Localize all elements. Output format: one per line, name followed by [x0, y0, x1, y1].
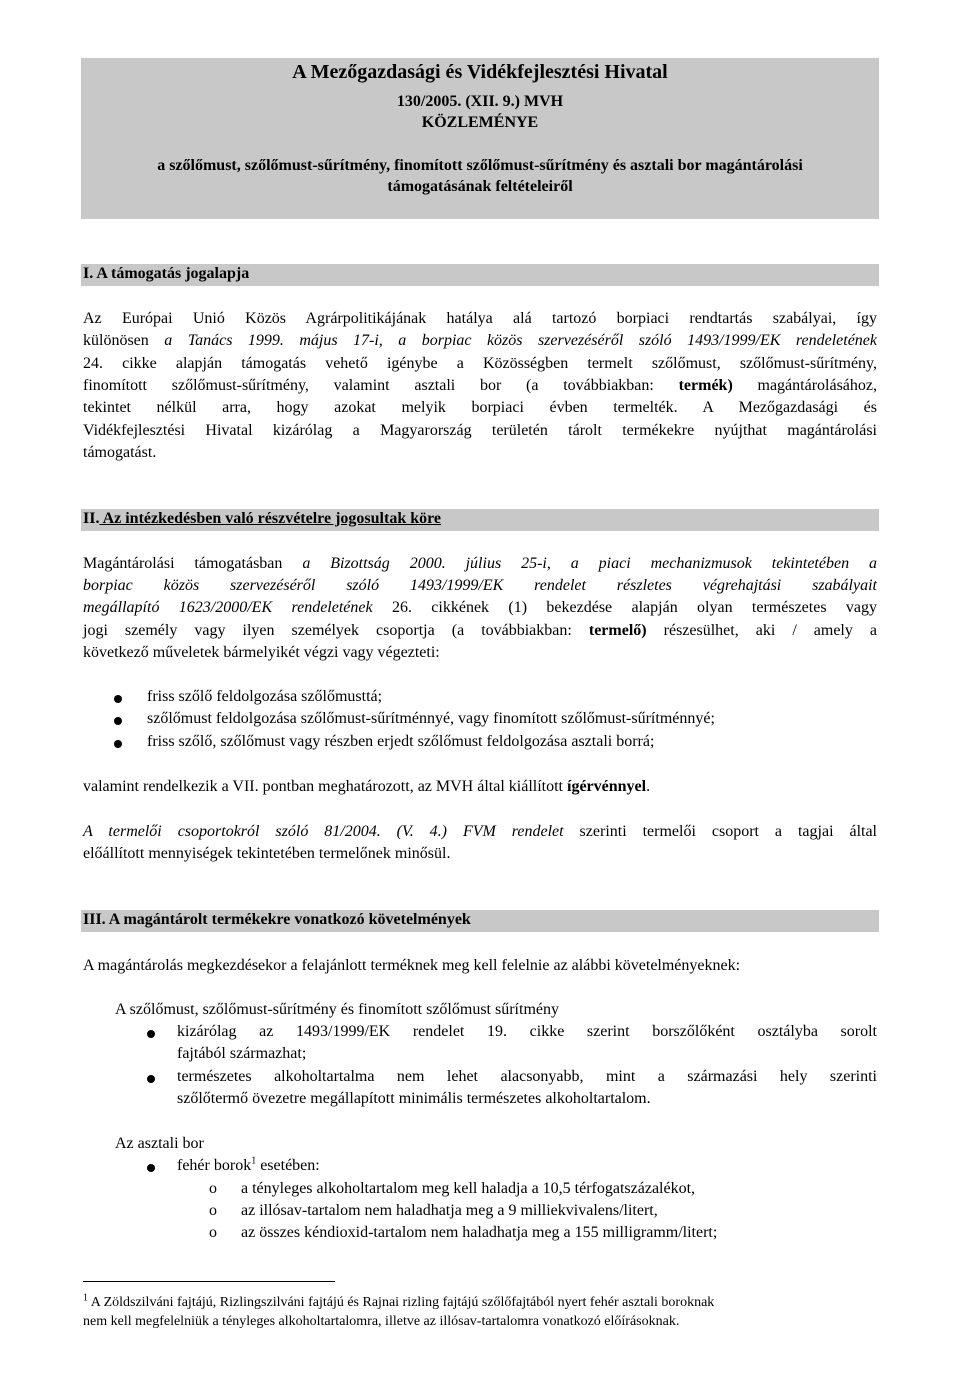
- section-number: II.: [83, 510, 100, 527]
- term-definition: termék): [678, 377, 733, 394]
- section-2-line: [83, 823, 877, 841]
- text-run: jogi személy vagy ilyen személyek csoportja (a továbbiakban:: [83, 622, 589, 639]
- text-run: esetében:: [256, 1157, 320, 1174]
- section-1-line: Vidékfejlesztési Hivatal kizárólag a Magyarország területén tárolt termékekre nyújthat magántárolási: [83, 422, 877, 439]
- section-1-line: támogatást.: [83, 444, 157, 461]
- footnote-separator: [83, 1281, 335, 1282]
- section-2-line: [83, 778, 650, 796]
- document-number: 130/2005. (XII. 9.) MVH: [396, 93, 564, 110]
- bullet-icon: [147, 1030, 155, 1038]
- footnote-line-2: nem kell megfelelniük a tényleges alkoholtartalomra, illetve az illósav-tartalomra vonatkozó előírásoknak.: [83, 1314, 680, 1329]
- sub-bullet-icon: o: [209, 1180, 217, 1197]
- section-3-intro: A magántárolás megkezdésekor a felajánlott terméknek meg kell felelnie az alábbi követelményeknek:: [83, 957, 741, 974]
- sub-list-item: az összes kéndioxid-tartalom nem haladhatja meg a 155 milligramm/litert;: [241, 1224, 718, 1241]
- footnote-reference[interactable]: 1: [251, 1155, 257, 1167]
- list-item: szőlőmust feldolgozása szőlőmust-sűrítménnyé, vagy finomított szőlőmust-sűrítménnyé;: [147, 710, 715, 727]
- list-item: friss szőlő feldolgozása szőlőmusttá;: [147, 688, 383, 705]
- footnote-line-1: [83, 1292, 715, 1311]
- wine-heading: Az asztali bor: [115, 1135, 204, 1152]
- regulation-reference: a Tanács 1999. május 17-i, a borpiac közös szervezéséről szóló 1493/1999/EK rendeletének: [164, 332, 877, 349]
- list-item: kizárólag az 1493/1999/EK rendelet 19. cikke szerint borszőlőként osztályba sorolt: [177, 1023, 877, 1040]
- section-2-line: [83, 555, 877, 573]
- section-2-line: következő műveletek bármelyikét végzi vagy végezteti:: [83, 644, 440, 661]
- regulation-reference: a Bizottság 2000. július 25-i, a piaci mechanizmusok tekintetében a: [302, 555, 877, 572]
- list-item-continuation: fajtából származhat;: [177, 1045, 307, 1062]
- sub-bullet-icon: o: [209, 1202, 217, 1219]
- section-1-line: tekintet nélkül arra, hogy azokat melyik borpiaci évben termelték. A Mezőgazdasági és: [83, 399, 877, 416]
- text-run: 26. cikkének (1) bekezdése alapján olyan természetes vagy: [372, 599, 878, 616]
- text-run: Magántárolási támogatásban: [83, 555, 303, 572]
- section-title-text: Az intézkedésben való részvételre jogosultak köre: [99, 510, 442, 527]
- document-title: A Mezőgazdasági és Vidékfejlesztési Hivatal: [292, 61, 668, 83]
- list-item: friss szőlő, szőlőmust vagy részben erjedt szőlőmust feldolgozása asztali borrá;: [147, 733, 655, 750]
- text-run: magántárolásához,: [732, 377, 878, 394]
- text-run: .: [646, 778, 651, 795]
- term-definition: ígérvénnyel: [567, 778, 647, 795]
- text-run: részesülhet, aki / amely a: [646, 622, 878, 639]
- bullet-icon: [114, 717, 122, 725]
- section-2-line: előállított mennyiségek tekintetében termelőnek minősül.: [83, 845, 451, 862]
- bullet-icon: [114, 695, 122, 703]
- text-run: fehér borok: [177, 1157, 252, 1174]
- section-1-line: [83, 332, 877, 350]
- sub-list-item: a tényleges alkoholtartalom meg kell haladja a 10,5 térfogatszázalékot,: [241, 1180, 696, 1197]
- text-run: szerinti termelői csoport a tagjai által: [563, 823, 878, 840]
- must-heading: A szőlőmust, szőlőmust-sűrítmény és finomított szőlőmust sűrítmény: [115, 1001, 559, 1018]
- sub-bullet-icon: o: [209, 1224, 217, 1241]
- section-2-line: borpiac közös szervezéséről szóló 1493/1999/EK rendelet részletes végrehajtási szabályait: [83, 577, 877, 594]
- bullet-icon: [147, 1164, 155, 1172]
- text-run: valamint rendelkezik a VII. pontban meghatározott, az MVH által kiállított: [83, 778, 567, 795]
- sub-list-item: az illósav-tartalom nem haladhatja meg a 9 milliekvivalens/litert,: [241, 1202, 658, 1219]
- list-item: természetes alkoholtartalma nem lehet alacsonyabb, mint a származási hely szerinti: [177, 1068, 877, 1085]
- document-kind: KÖZLEMÉNYE: [421, 114, 539, 131]
- list-item-continuation: szőlőtermő övezetre megállapított minimális természetes alkoholtartalom.: [177, 1090, 651, 1107]
- text-run: finomított szőlőmust-sűrítmény, valamint asztali bor (a továbbiakban:: [83, 377, 679, 394]
- footnote-mark: 1: [83, 1292, 88, 1304]
- section-2-title: [83, 510, 441, 528]
- section-2-line: [83, 599, 877, 617]
- regulation-reference: A termelői csoportokról szóló 81/2004. (V. 4.) FVM rendelet: [83, 823, 564, 840]
- text-run: különösen: [83, 332, 165, 349]
- document-subject-line-1: a szőlőmust, szőlőmust-sűrítmény, finomított szőlőmust-sűrítmény és asztali bor magántárolási: [157, 157, 803, 174]
- bullet-icon: [147, 1075, 155, 1083]
- section-2-line: [83, 622, 877, 640]
- section-1-title: I. A támogatás jogalapja: [83, 265, 250, 282]
- regulation-reference: megállapító 1623/2000/EK rendeletének: [83, 599, 373, 616]
- bullet-icon: [114, 740, 122, 748]
- list-item: [177, 1157, 320, 1175]
- term-definition: termelő): [588, 622, 647, 639]
- section-1-line: [83, 377, 877, 395]
- document-subject-line-2: támogatásának feltételeiről: [387, 178, 573, 195]
- footnote-text: A Zöldszilváni fajtájú, Rizlingszilváni fajtájú és Rajnai rizling fajtájú szőlőfajtából nyert fehér asztali boroknak: [88, 1295, 715, 1310]
- section-1-line: Az Európai Unió Közös Agrárpolitikájának hatálya alá tartozó borpiaci rendtartás szabályai, így: [83, 310, 877, 327]
- section-3-title: III. A magántárolt termékekre vonatkozó követelmények: [83, 911, 471, 928]
- section-1-line: 24. cikke alapján támogatás vehető igénybe a Közösségben termelt szőlőmust, szőlőmust-sűrítmény,: [83, 355, 877, 372]
